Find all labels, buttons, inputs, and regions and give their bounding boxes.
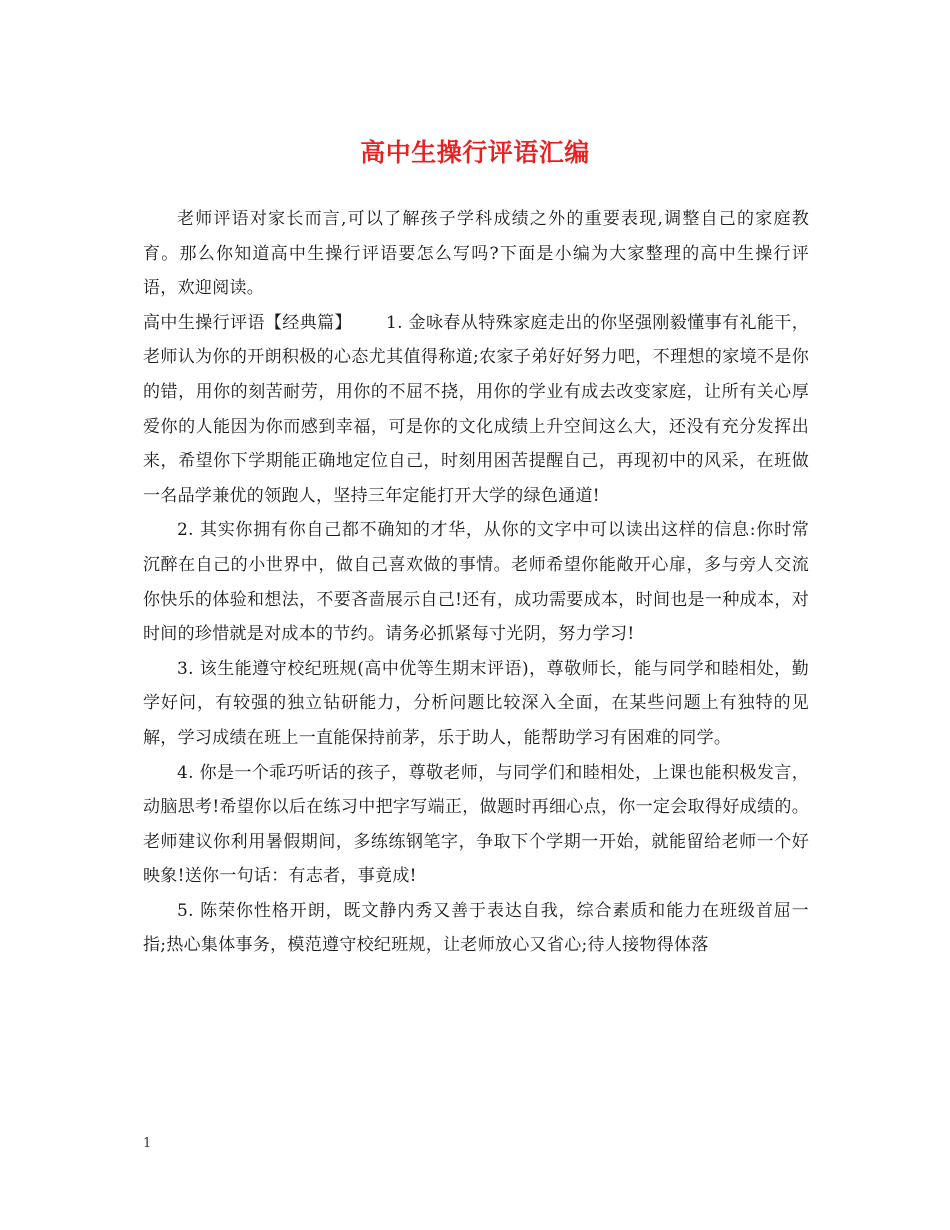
comment-item-3: 3. 该生能遵守校纪班规(高中优等生期末评语)，尊敬师长，能与同学和睦相处，勤学好问，有较强的独立钻研能力，分析问题比较深入全面，在某些问题上有独特的见解，学习成绩在班上一直能保持前茅，乐于助人，能帮助学习有困难的同学。 <box>143 658 809 748</box>
intro-paragraph: 老师评语对家长而言,可以了解孩子学科成绩之外的重要表现,调整自己的家庭教育。那么你知道高中生操行评语要怎么写吗?下面是小编为大家整理的高中生操行评语，欢迎阅读。 <box>143 209 809 299</box>
comment-item-4: 4. 你是一个乖巧听话的孩子，尊敬老师，与同学们和睦相处，上课也能积极发言，动脑思考!希望你以后在练习中把字写端正，做题时再细心点，你一定会取得好成绩的。老师建议你利用暑假期间，多练练钢笔字，争取下个学期一开始，就能留给老师一个好映象!送你一句话：有志者，事竟成! <box>143 762 809 887</box>
comment-item-1: 1. 金咏春从特殊家庭走出的你坚强刚毅懂事有礼能干，老师认为你的开朗积极的心态尤其值得称道;农家子弟好好努力吧，不理想的家境不是你的错，用你的刻苦耐劳，用你的不屈不挠，用你的学业有成去改变家庭，让所有关心厚爱你的人能因为你而感到幸福，可是你的文化成绩上升空间这么大，还没有充分发挥出来，希望你下学期能正确地定位自己，时刻用困苦提醒自己，再现初中的风采，在班做一名品学兼优的领跑人，坚持三年定能打开大学的绿色通道! <box>143 312 809 506</box>
document-body <box>143 202 809 963</box>
comment-item-5: 5. 陈荣你性格开朗，既文静内秀又善于表达自我，综合素质和能力在班级首屈一指;热心集体事务，模范遵守校纪班规，让老师放心又省心;待人接物得体落 <box>143 900 809 956</box>
section-heading: 高中生操行评语【经典篇】 <box>143 312 352 333</box>
page-number: 1 <box>143 1136 152 1151</box>
section-paragraph-1 <box>143 306 809 514</box>
document-title: 高中生操行评语汇编 <box>360 138 590 167</box>
comment-item-2: 2. 其实你拥有你自己都不确知的才华，从你的文字中可以读出这样的信息:你时常沉醉在自己的小世界中，做自己喜欢做的事情。老师希望你能敞开心扉，多与旁人交流你快乐的体验和想法，不要吝啬展示自己!还有，成功需要成本，时间也是一种成本，对时间的珍惜就是对成本的节约。请务必抓紧每寸光阴，努力学习! <box>143 520 809 645</box>
